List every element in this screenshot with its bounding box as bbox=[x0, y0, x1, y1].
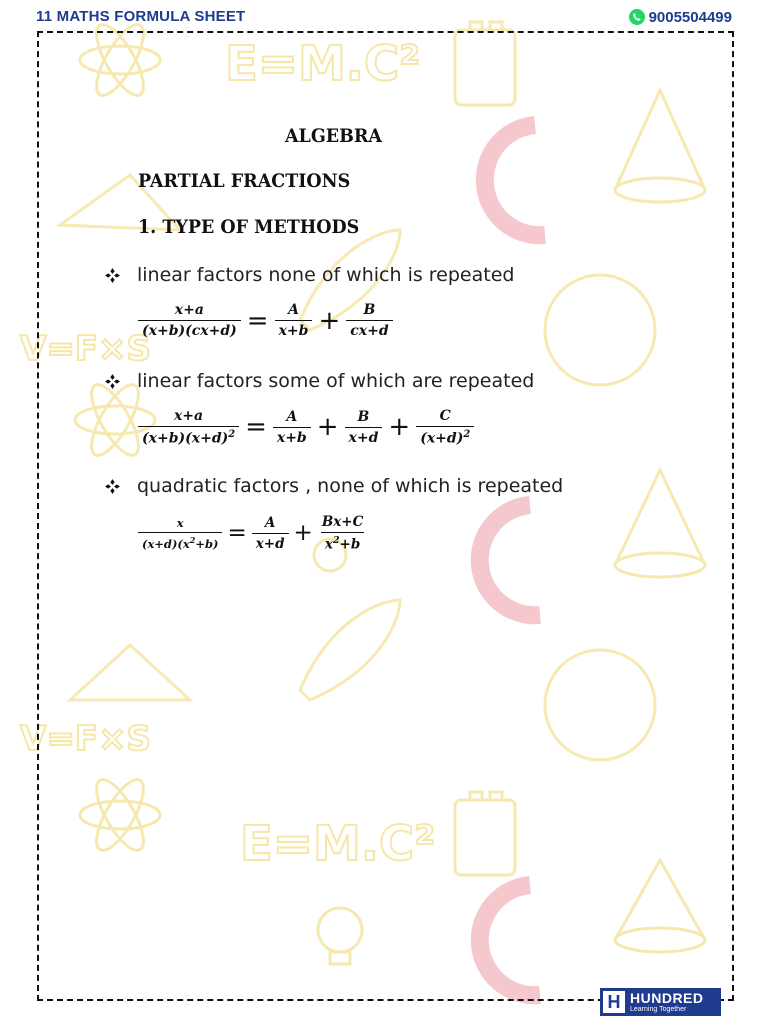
formula-quadratic-nonrepeated: $\frac{x}{(x+d)(x^2+b)}$ = $\frac{A}{x+d}$ + $\frac{Bx+C}{x^2+b}$ bbox=[138, 514, 367, 553]
fraction: $\frac{x+a}{(x+b)(cx+d)}$ bbox=[138, 302, 241, 339]
method-label: linear factors none of which is repeated bbox=[137, 264, 515, 286]
logo-tagline: Learning Together bbox=[630, 1005, 687, 1013]
fraction: $\frac{A}{x+b}$ bbox=[273, 409, 311, 446]
method-label: quadratic factors , none of which is repeated bbox=[137, 475, 564, 497]
logo-name: HUNDRED bbox=[630, 989, 704, 1006]
fraction: $\frac{A}{x+b}$ bbox=[275, 302, 313, 339]
svg-text:E=M.C²: E=M.C² bbox=[240, 816, 436, 872]
diamond-bullet-icon bbox=[104, 478, 121, 495]
emc2-watermark: E=M.C² bbox=[225, 36, 421, 92]
section-heading: 1. TYPE OF METHODS bbox=[138, 216, 360, 238]
phone-number: 9005504499 bbox=[648, 8, 732, 26]
fraction: $\frac{B}{cx+d}$ bbox=[346, 302, 392, 339]
fraction: $\frac{C}{(x+d)^2}$ bbox=[416, 408, 474, 447]
formula-linear-nonrepeated: $\frac{x+a}{(x+b)(cx+d)}$ = $\frac{A}{x+b}$ + $\frac{B}{cx+d}$ bbox=[138, 302, 393, 339]
fraction: $\frac{Bx+C}{x^2+b}$ bbox=[321, 514, 364, 553]
method-item bbox=[104, 370, 534, 392]
diamond-bullet-icon bbox=[104, 373, 121, 390]
method-label: linear factors some of which are repeated bbox=[137, 370, 535, 392]
topic-heading: PARTIAL FRACTIONS bbox=[138, 170, 351, 192]
formula-linear-repeated: $\frac{x+a}{(x+b)(x+d)^2}$ = $\frac{A}{x+b}$ + $\frac{B}{x+d}$ + $\frac{C}{(x+d)^2}$ bbox=[138, 408, 474, 447]
svg-text:V=F×S: V=F×S bbox=[20, 329, 152, 369]
sheet-title: 11 MATHS FORMULA SHEET bbox=[36, 8, 246, 25]
svg-text:V=F×S: V=F×S bbox=[20, 719, 152, 759]
method-item bbox=[104, 264, 514, 286]
logo-letter: H bbox=[603, 991, 625, 1013]
fraction: $\frac{x}{(x+d)(x^2+b)}$ bbox=[138, 516, 222, 551]
diamond-bullet-icon bbox=[104, 267, 121, 284]
method-item bbox=[104, 475, 563, 497]
fraction: $\frac{B}{x+d}$ bbox=[345, 409, 383, 446]
fraction: $\frac{x+a}{(x+b)(x+d)^2}$ bbox=[138, 408, 239, 447]
hundred-logo bbox=[600, 988, 721, 1016]
subject-heading: ALGEBRA bbox=[285, 125, 382, 147]
fraction: $\frac{A}{x+d}$ bbox=[252, 515, 289, 552]
